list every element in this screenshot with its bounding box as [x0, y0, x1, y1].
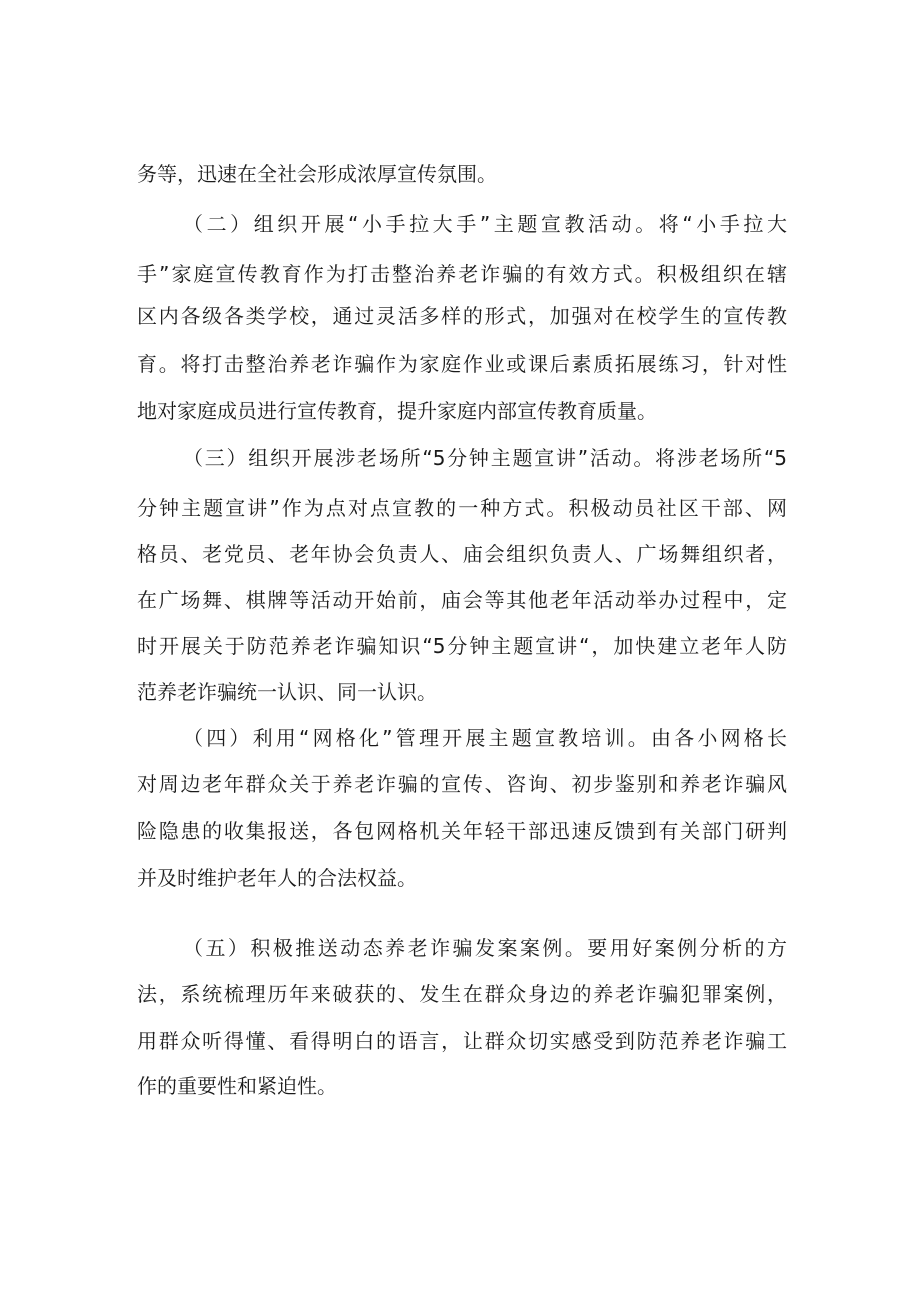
paragraph-5-line-3: 用群众听得懂、看得明白的语言，让群众切实感受到防范养老诈骗工 [137, 1029, 787, 1053]
paragraph-5-line-4: 作的重要性和紧迫性。 [137, 1074, 337, 1098]
paragraph-3-line-1: （三）组织开展涉老场所“5分钟主题宣讲”活动。将涉老场所“5 [183, 446, 787, 470]
paragraph-5-line-1: （五）积极推送动态养老诈骗发案案例。要用好案例分析的方 [183, 936, 787, 960]
paragraph-2-line-2: 手”家庭宣传教育作为打击整治养老诈骗的有效方式。积极组织在辖 [137, 262, 787, 286]
paragraph-5-line-2: 法，系统梳理历年来破获的、发生在群众身边的养老诈骗犯罪案例， [137, 982, 787, 1006]
paragraph-2-line-3: 区内各级各类学校，通过灵活多样的形式，加强对在校学生的宣传教 [137, 304, 787, 328]
paragraph-4-line-1: （四）利用“网格化”管理开展主题宣教培训。由各小网格长 [183, 726, 787, 750]
paragraph-2-line-1: （二）组织开展“小手拉大手”主题宣教活动。将“小手拉大 [183, 212, 787, 236]
paragraph-4-line-3: 险隐患的收集报送，各包网格机关年轻干部迅速反馈到有关部门研判 [137, 819, 787, 843]
paragraph-1-line-1: 务等，迅速在全社会形成浓厚宣传氛围。 [137, 162, 497, 186]
paragraph-3-line-5: 时开展关于防范养老诈骗知识“5分钟主题宣讲“，加快建立老年人防 [137, 634, 787, 658]
paragraph-3-line-6: 范养老诈骗统一认识、同一认识。 [137, 680, 437, 704]
paragraph-2-line-5: 地对家庭成员进行宣传教育，提升家庭内部宣传教育质量。 [137, 399, 657, 423]
paragraph-3-line-4: 在广场舞、棋牌等活动开始前，庙会等其他老年活动举办过程中，定 [137, 588, 787, 612]
paragraph-4-line-2: 对周边老年群众关于养老诈骗的宣传、咨询、初步鉴别和养老诈骗风 [137, 772, 787, 796]
paragraph-2-line-4: 育。将打击整治养老诈骗作为家庭作业或课后素质拓展练习，针对性 [137, 352, 787, 376]
paragraph-3-line-2: 分钟主题宣讲”作为点对点宣教的一种方式。积极动员社区干部、网 [137, 496, 787, 520]
paragraph-4-line-4: 并及时维护老年人的合法权益。 [137, 866, 417, 890]
paragraph-3-line-3: 格员、老党员、老年协会负责人、庙会组织负责人、广场舞组织者， [137, 542, 787, 566]
